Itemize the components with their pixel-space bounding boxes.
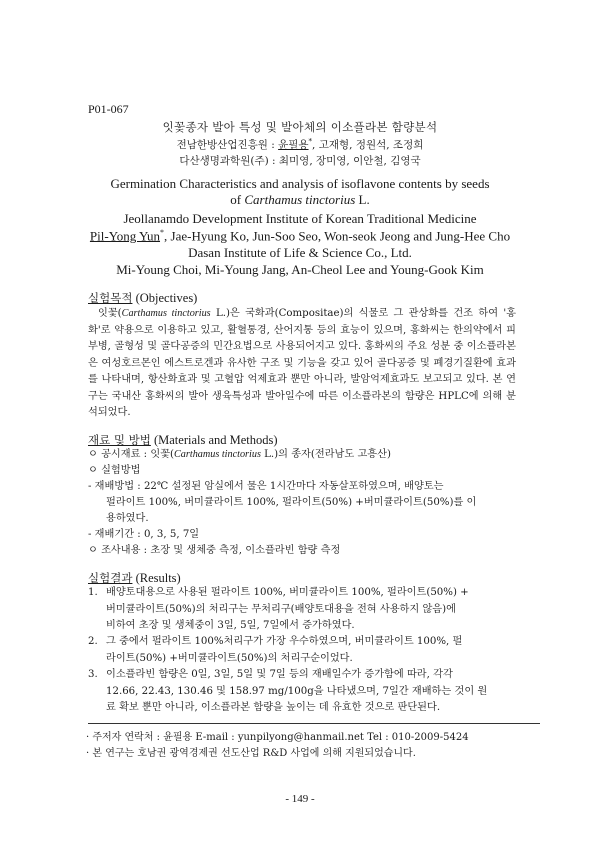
title-english-line1: Germination Characteristics and analysis of isoflavone contents by seeds [110,176,490,191]
species-name: Carthamus tinctorius [244,192,356,207]
title-en-post: L. [355,192,370,207]
paper-code: P01-067 [88,102,129,116]
m1-post: L.)의 종자(전라남도 고흥산) [260,449,391,460]
result-line: 이소플라빈 함량은 0일, 3일, 5일 및 7일 등의 재배일수가 증가함에 따라, 각각 [106,669,453,680]
footnote-funding: · 본 연구는 호남권 광역경제권 선도산업 R&D 사업에 의해 지원되었습니다. [86,748,416,759]
page-number: - 149 - [285,793,315,805]
methods-line-5: 용하였다. [106,513,149,524]
results-heading [88,570,181,586]
methods-heading-en: (Materials and Methods) [150,433,278,447]
results-heading-en: (Results) [132,571,181,585]
author-mark-en: * [160,228,165,237]
result-line: 12.66, 22.43, 130.46 및 158.97 mg/100g을 나타냈으며, 7일간 재배하는 것이 원 [106,685,488,697]
author-mark: * [308,137,313,146]
methods-heading [88,432,278,448]
m1-pre: ㅇ 공시재료 : 잇꽃( [88,449,175,460]
result-num: 3. [88,669,98,680]
affiliation-kr-1 [60,137,540,152]
footnote-divider [88,723,540,724]
title-en-pre: of [230,192,245,207]
results-heading-kr: 실험결과 [88,571,133,585]
result-line: 료 확보 뿐만 아니라, 이소플라본 함량을 높이는 데 유효한 것으로 판단된다. [106,702,441,713]
objectives-paragraph [88,306,516,422]
m1-species: Carthamus tinctorius [174,449,261,460]
co-authors-en: , Jae-Hyung Ko, Jun-Soo Seo, Won-seok Jeong and Jung-Hee Cho [164,228,511,244]
objectives-heading-en: (Objectives) [132,291,198,305]
co-authors: , 고재형, 정원석, 조정희 [312,139,424,151]
footnote-contact: · 주저자 연락처 : 윤필용 E-mail : yunpilyong@hanmail.net Tel : 010-2009-5424 [86,732,469,743]
authors-en-2: Mi-Young Choi, Mi-Young Jang, An-Cheol Lee and Young-Gook Kim [116,262,484,277]
objectives-heading-kr: 실험목적 [88,291,133,305]
affiliation-kr-2: 다산생명과학원(주) : 최미영, 장미영, 이안철, 김영국 [179,155,421,167]
result-item-3 [88,667,487,717]
result-num: 2. [88,636,98,647]
obj-species: Carthamus tinctorius [121,308,211,319]
obj-rest: 하여 '홍화'로 약용으로 이용하고 있고, 활혈통경, 산어지통 등의 효능이 있으며, 홍화씨는 한의약에서 피부병, 골형성 및 골다공증의 민간요법으로 사용되어지고 있다. 홍화씨의 주요 성분 중 이소플라본은 여성호르몬인 에스트로겐과 유사한 구조 및 기능을 갖고 있어 골다공증 및 폐경기질환에 효과를 나타내며, 항산화효과 및 고혈압 억제효과 뿐만 아니라, 발암억제효과도 보고되고 있다. 본 연구는 국내산 홍화씨의 발아 생육특성과 발아일수에 따른 이소플라본의 함량은 HPLC에 의해 분석되었다. [88,308,517,418]
result-line: 배양토대용으로 사용된 펄라이트 100%, 버미큘라이트 100%, 펄라이트(50%) + [106,587,469,598]
methods-line-6: - 재배기간 : 0, 3, 5, 7일 [88,529,200,540]
objectives-heading [88,290,197,306]
result-line: 버미큘라이트(50%)의 처리구는 무처리구(배양토대용을 전혀 사용하지 않음)에 [106,603,456,615]
result-line: 그 중에서 펄라이트 100%처리구가 가장 우수하였으며, 버미큘라이트 100%, 펄 [106,636,463,647]
result-line: 라이트(50%) +버미큘라이트(50%)의 처리구순이었다. [106,652,353,664]
result-num: 1. [88,587,98,598]
methods-line-4: 펄라이트 100%, 버미큘라이트 100%, 펄라이트(50%) +버미큘라이트(50%)를 이 [106,497,477,508]
obj-pre: 잇꽃( [98,308,122,319]
result-line: 비하여 초장 및 생체중이 3일, 5일, 7일에서 증가하였다. [106,620,355,631]
org-name: 전남한방산업진흥원 : [176,139,279,151]
main-author-en: Pil-Yong Yun [89,228,161,244]
methods-line-1 [88,447,391,464]
obj-post: L.)은 국화과(Compositae)의 식물로 그 관상화를 건조 [210,308,474,319]
methods-line-3: - 재배방법 : 22℃ 설정된 암실에서 물은 1시간마다 자동살포하였으며, 배양토는 [88,481,444,492]
methods-heading-kr: 재료 및 방법 [88,433,151,447]
title-korean: 잇꽃종자 발아 특성 및 발아체의 이소플라본 함량분석 [162,120,438,134]
institute-en-2: Dasan Institute of Life & Science Co., Ltd. [188,245,412,260]
methods-line-2: ㅇ 실험방법 [88,465,141,476]
main-author: 윤필용 [278,139,309,151]
result-item-1 [88,585,469,635]
authors-en-1 [30,228,570,244]
institute-en-1: Jeollanamdo Development Institute of Korean Traditional Medicine [123,211,477,226]
methods-line-7: ㅇ 조사내용 : 초장 및 생체중 측정, 이소플라빈 함량 측정 [88,545,341,556]
title-english-line2 [40,192,560,208]
result-item-2 [88,634,462,667]
